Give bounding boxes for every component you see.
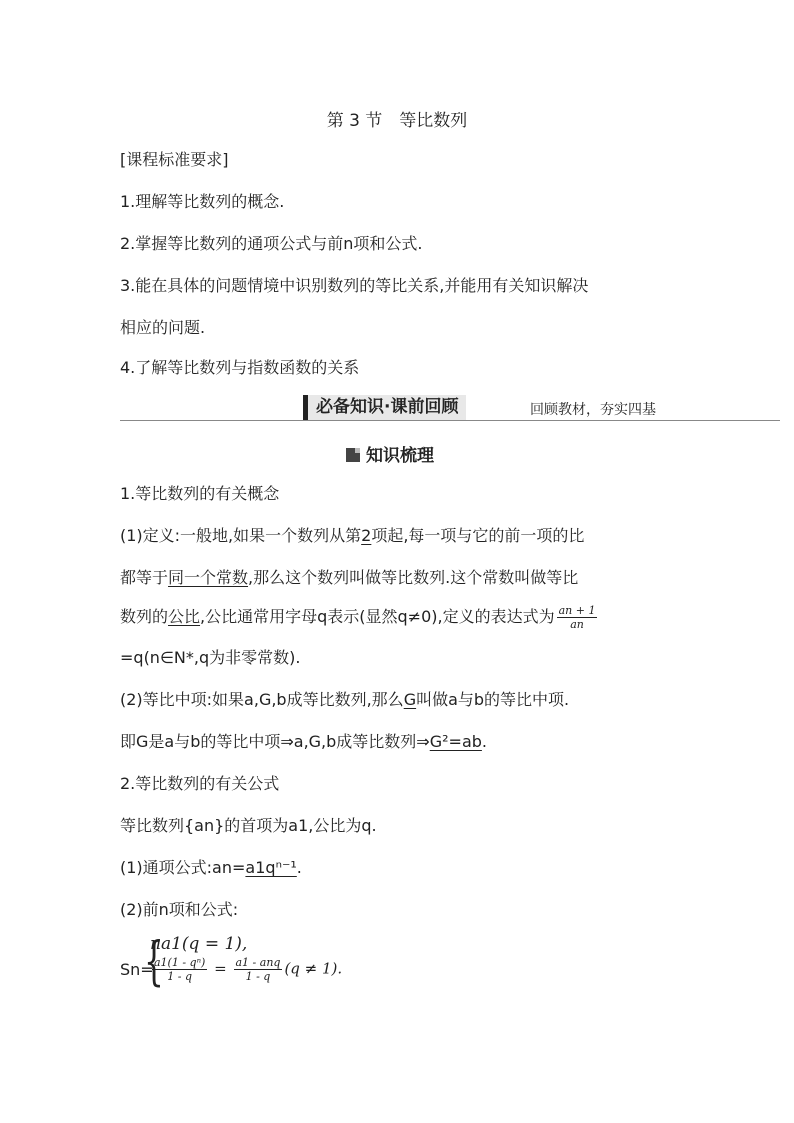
knowledge-heading-label: 知识梳理 [366, 446, 434, 466]
banner-subtitle: 回顾教材，夯实四基 [530, 402, 656, 418]
sum-formula-title: (2)前n项和公式: [120, 900, 239, 919]
sum-lhs: Sn= [120, 960, 154, 979]
blank-answer: G²=ab [429, 732, 482, 751]
blank-answer: 公比 [168, 607, 201, 626]
requirement-item: 1.理解等比数列的概念. [120, 192, 285, 211]
divider [120, 420, 780, 421]
definition-line-2: 都等于同一个常数,那么这个数列叫做等比数列.这个常数叫做等比 [120, 568, 579, 587]
brace: { [144, 932, 164, 992]
definition-line-3: 数列的公比,公比通常用字母q表示(显然q≠0),定义的表达式为 $\frac{an + 1}{an}$ [120, 604, 596, 631]
requirement-item: 2.掌握等比数列的通项公式与前n项和公式. [120, 234, 423, 253]
requirement-item: 4.了解等比数列与指数函数的关系 [120, 358, 360, 377]
general-term-formula: (1)通项公式:an=a1qⁿ⁻¹. [120, 858, 302, 877]
section-marker-icon [346, 448, 360, 462]
geometric-mean-line-2: 即G是a与b的等比中项⇒a,G,b成等比数列⇒G²=ab. [120, 732, 487, 751]
knowledge-heading [346, 441, 434, 466]
page-title: 第 3 节 等比数列 [326, 111, 468, 131]
sum-case-q-equals-1: na1(q = 1), [150, 934, 248, 954]
requirements-header: [课程标准要求] [120, 150, 229, 169]
blank-answer: 同一个常数 [168, 568, 249, 587]
section-1-title: 1.等比数列的有关概念 [120, 484, 280, 503]
definition-line-1: (1)定义:一般地,如果一个数列从第2项起,每一项与它的前一项的比 [120, 526, 585, 545]
blank-answer: a1qⁿ⁻¹ [245, 858, 297, 877]
requirement-item: 3.能在具体的问题情境中识别数列的等比关系,并能用有关知识解决 [120, 276, 589, 295]
blank-answer: G [403, 690, 417, 709]
definition-line-4: =q(n∈N*,q为非零常数). [120, 648, 301, 667]
ratio-fraction: $\frac{an + 1}{an}$ [558, 604, 596, 631]
sum-case-q-not-1: $\frac{\text{a1(1 - qⁿ)}}{1 - q}$ = $\frac{\text{a1 - anq}}{1 - q}$ (q ≠ 1). [154, 956, 343, 983]
section-2-intro: 等比数列{an}的首项为a1,公比为q. [120, 816, 377, 835]
blank-answer: 2 [361, 526, 372, 545]
section-2-title: 2.等比数列的有关公式 [120, 774, 280, 793]
section-banner [120, 395, 780, 423]
banner-title: 必备知识·课前回顾 [303, 395, 466, 420]
geometric-mean-line-1: (2)等比中项:如果a,G,b成等比数列,那么G叫做a与b的等比中项. [120, 690, 570, 709]
requirement-item: 相应的问题. [120, 318, 206, 337]
